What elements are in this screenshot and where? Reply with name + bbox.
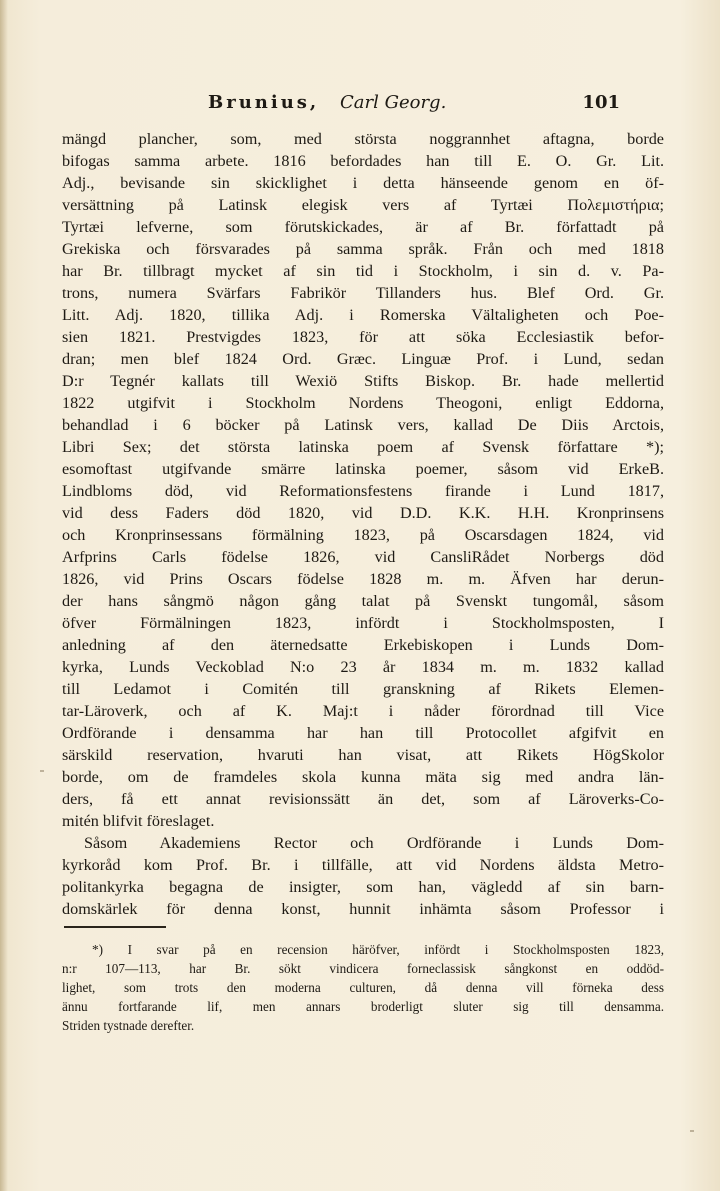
text-line: Såsom Akademiens Rector och Ordförande i Lunds Dom- (84, 834, 664, 852)
text-line: behandlad i 6 böcker på Latinsk vers, kallad De Diis Arctois, (62, 416, 664, 434)
header-surname: Brunius, (208, 92, 320, 113)
footnote-line: lighet, som trots den moderna culturen, då denna vill förneka dess (62, 980, 664, 995)
page-edge-shadow (0, 0, 8, 1191)
text-line: tar-Läroverk, och af K. Maj:t i nåder förordnad till Vice (62, 702, 664, 720)
running-header (112, 90, 622, 120)
header-given-name: Carl Georg. (340, 92, 447, 113)
text-line: sien 1821. Prestvigdes 1823, för att söka Ecclesiastik befor- (62, 328, 664, 346)
text-line: Tyrtæi lefverne, som förutskickades, är af Br. författadt på (62, 218, 664, 236)
text-line: Ordförande i densamma har han till Protocollet afgifvit en (62, 724, 664, 742)
footnote-line: Striden tystnade derefter. (62, 1018, 195, 1033)
paper-speck (690, 1130, 694, 1132)
text-line: kyrka, Lunds Veckoblad N:o 23 år 1834 m. m. 1832 kallad (62, 658, 664, 676)
page-number: 101 (582, 92, 620, 113)
footnote-line: ännu fortfarande lif, men annars broderligt sluter sig till densamma. (62, 999, 664, 1014)
footnote-line: n:r 107—113, har Br. sökt vindicera forneclassisk sångkonst en oddöd- (62, 961, 664, 976)
footnote-divider (64, 926, 166, 928)
text-line: 1826, vid Prins Oscars födelse 1828 m. m. Äfven har derun- (62, 570, 664, 588)
text-line: Arfprins Carls födelse 1826, vid CansliRådet Norbergs död (62, 548, 664, 566)
text-line: anledning af den äternedsatte Erkebiskopen i Lunds Dom- (62, 636, 664, 654)
text-line: trons, numera Svärfars Fabrikör Tillanders hus. Blef Ord. Gr. (62, 284, 664, 302)
body-text (62, 128, 664, 920)
text-line: särskild reservation, hvaruti han visat, att Rikets HögSkolor (62, 746, 664, 764)
text-line: vid dess Faders död 1820, vid D.D. K.K. H.H. Kronprinsens (62, 504, 664, 522)
text-line: versättning på Latinsk elegisk vers af Tyrtæi Πολεμιστήρια; (62, 196, 664, 214)
paper-speck (40, 770, 44, 772)
text-line: kyrkoråd kom Prof. Br. i tillfälle, att vid Nordens äldsta Metro- (62, 856, 664, 874)
text-line: 1822 utgifvit i Stockholm Nordens Theogoni, enligt Eddorna, (62, 394, 664, 412)
text-line: till Ledamot i Comitén till granskning af Rikets Elemen- (62, 680, 664, 698)
footnote (62, 940, 664, 1035)
text-line: och Kronprinsessans förmälning 1823, på Oscarsdagen 1824, vid (62, 526, 664, 544)
text-line: politankyrka begagna de insigter, som han, vägledd af sin barn- (62, 878, 664, 896)
text-line: borde, om de framdeles skola kunna mäta sig med andra län- (62, 768, 664, 786)
text-line: öfver Förmälningen 1823, infördt i Stockholmsposten, I (62, 614, 664, 632)
text-line: D:r Tegnér kallats till Wexiö Stifts Biskop. Br. hade mellertid (62, 372, 664, 390)
text-line: Lindbloms död, vid Reformationsfestens firande i Lund 1817, (62, 482, 664, 500)
text-line: dran; men blef 1824 Ord. Græc. Linguæ Prof. i Lund, sedan (62, 350, 664, 368)
text-line: har Br. tillbragt mycket af sin tid i Stockholm, i sin d. v. Pa- (62, 262, 664, 280)
text-line: bifogas samma arbete. 1816 befordades han till E. O. Gr. Lit. (62, 152, 664, 170)
text-line: mitén blifvit föreslaget. (62, 812, 215, 830)
text-line: Grekiska och försvarades på samma språk. Från och med 1818 (62, 240, 664, 258)
text-line: Litt. Adj. 1820, tillika Adj. i Romerska Vältaligheten och Poe- (62, 306, 664, 324)
text-line: Libri Sex; det största latinska poem af Svensk författare *); (62, 438, 664, 456)
text-line: esomoftast utgifvande smärre latinska poemer, såsom vid ErkeB. (62, 460, 664, 478)
text-line: der hans sångmö någon gång talat på Svenskt tungomål, såsom (62, 592, 664, 610)
text-line: domskärlek för denna konst, hunnit inhämta såsom Professor i (62, 900, 664, 918)
footnote-line: *) I svar på en recension häröfver, infördt i Stockholmsposten 1823, (92, 942, 664, 957)
text-line: ders, få ett annat revisionssätt än det, som af Läroverks-Co- (62, 790, 664, 808)
text-line: Adj., bevisande sin skicklighet i detta hänseende genom en öf- (62, 174, 664, 192)
text-line: mängd plancher, som, med största noggrannhet aftagna, borde (62, 130, 664, 148)
